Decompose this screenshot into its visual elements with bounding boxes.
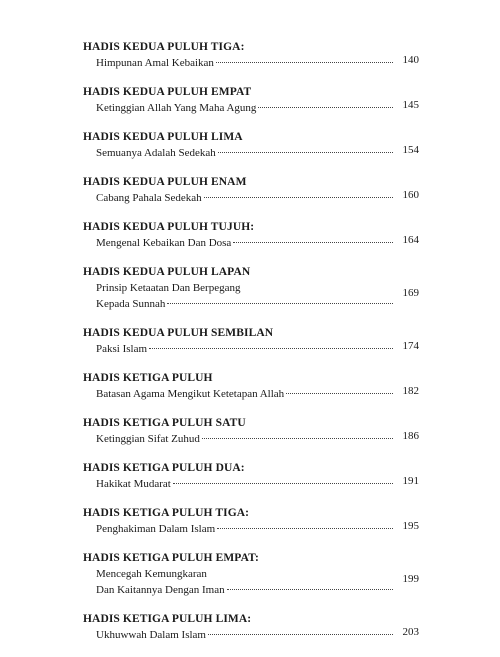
- entry-subtitle-line: [96, 145, 393, 161]
- dot-leader: [173, 483, 393, 484]
- page-number: 174: [402, 340, 419, 352]
- entry-title: HADIS KETIGA PULUH TIGA:: [83, 507, 250, 519]
- entry-subtitle-line: [96, 627, 393, 643]
- entry-title: HADIS KEDUA PULUH TUJUH:: [83, 221, 255, 233]
- entry-subtitle-line: [96, 582, 393, 598]
- dot-leader: [227, 589, 393, 590]
- entry-subtitle-line: [96, 431, 393, 447]
- toc-entry[interactable]: [83, 506, 419, 537]
- entry-subtitle-line: [96, 55, 393, 71]
- page-number: 164: [402, 234, 419, 246]
- entry-subtitle: [83, 386, 419, 402]
- entry-title: HADIS KEDUA PULUH LAPAN: [83, 266, 251, 278]
- toc-entry[interactable]: [83, 220, 419, 251]
- page-number: 182: [402, 385, 419, 397]
- entry-subtitle-line: [96, 100, 393, 116]
- entry-subtitle-line: [96, 235, 393, 251]
- dot-leader: [149, 348, 393, 349]
- entry-title: HADIS KETIGA PULUH DUA:: [83, 462, 245, 474]
- entry-subtitle: [83, 566, 419, 598]
- dot-leader: [202, 438, 393, 439]
- entry-subtitle: [83, 476, 419, 492]
- entry-title: HADIS KETIGA PULUH: [83, 372, 213, 384]
- toc-entry[interactable]: [83, 175, 419, 206]
- entry-title: HADIS KEDUA PULUH ENAM: [83, 176, 247, 188]
- entry-subtitle-text: Cabang Pahala Sedekah: [96, 192, 202, 204]
- toc-entry[interactable]: [83, 85, 419, 116]
- entry-subtitle-text: Ketinggian Allah Yang Maha Agung: [96, 102, 257, 114]
- entry-title: HADIS KEDUA PULUH EMPAT: [83, 86, 252, 98]
- entry-subtitle-line: [96, 341, 393, 357]
- toc-entry[interactable]: [83, 612, 419, 643]
- page-number: 199: [402, 573, 419, 585]
- dot-leader: [216, 62, 393, 63]
- entry-subtitle: [83, 100, 419, 116]
- toc-entry[interactable]: [83, 551, 419, 598]
- page-number: 191: [402, 475, 419, 487]
- dot-leader: [217, 528, 393, 529]
- dot-leader: [258, 107, 393, 108]
- entry-subtitle-text: Penghakiman Dalam Islam: [96, 523, 216, 535]
- entry-subtitle-line: [96, 190, 393, 206]
- entry-subtitle-text: Mengenal Kebaikan Dan Dosa: [96, 237, 232, 249]
- toc-entry[interactable]: [83, 371, 419, 402]
- entry-subtitle-text: Kepada Sunnah: [96, 298, 166, 310]
- entry-subtitle-line: [96, 386, 393, 402]
- dot-leader: [208, 634, 393, 635]
- entry-subtitle-text: Batasan Agama Mengikut Ketetapan Allah: [96, 388, 285, 400]
- entry-subtitle: [83, 145, 419, 161]
- entry-subtitle-text: Himpunan Amal Kebaikan: [96, 57, 214, 69]
- entry-subtitle-text: Prinsip Ketaatan Dan Berpegang: [96, 282, 241, 294]
- toc-entry[interactable]: [83, 416, 419, 447]
- dot-leader: [286, 393, 393, 394]
- page-number: 203: [402, 626, 419, 638]
- dot-leader: [218, 152, 393, 153]
- entry-title: HADIS KEDUA PULUH LIMA: [83, 131, 243, 143]
- dot-leader: [167, 303, 393, 304]
- table-of-contents: [83, 40, 419, 657]
- entry-subtitle: [83, 341, 419, 357]
- page-number: 169: [402, 287, 419, 299]
- entry-subtitle-line: [96, 521, 393, 537]
- entry-subtitle: [83, 55, 419, 71]
- entry-title: HADIS KEDUA PULUH TIGA:: [83, 41, 245, 53]
- entry-subtitle: [83, 431, 419, 447]
- page-number: 154: [402, 144, 419, 156]
- entry-subtitle-text: Dan Kaitannya Dengan Iman: [96, 584, 225, 596]
- entry-subtitle-line: [96, 296, 393, 312]
- toc-entry[interactable]: [83, 265, 419, 312]
- entry-title: HADIS KETIGA PULUH EMPAT:: [83, 552, 259, 564]
- entry-subtitle: [83, 280, 419, 312]
- toc-entry[interactable]: [83, 461, 419, 492]
- toc-entry[interactable]: [83, 130, 419, 161]
- entry-subtitle-text: Ukhuwwah Dalam Islam: [96, 629, 206, 641]
- page-number: 140: [402, 54, 419, 66]
- entry-subtitle: [83, 627, 419, 643]
- page-number: 186: [402, 430, 419, 442]
- toc-entry[interactable]: [83, 326, 419, 357]
- dot-leader: [233, 242, 393, 243]
- entry-subtitle-line: [96, 476, 393, 492]
- entry-title: HADIS KETIGA PULUH LIMA:: [83, 613, 252, 625]
- entry-subtitle-text: Hakikat Mudarat: [96, 478, 171, 490]
- page-number: 145: [402, 99, 419, 111]
- dot-leader: [204, 197, 393, 198]
- entry-subtitle-text: Paksi Islam: [96, 343, 148, 355]
- entry-subtitle: [83, 235, 419, 251]
- entry-subtitle-text: Ketinggian Sifat Zuhud: [96, 433, 200, 445]
- entry-subtitle: [83, 190, 419, 206]
- entry-subtitle: [83, 521, 419, 537]
- entry-title: HADIS KETIGA PULUH SATU: [83, 417, 246, 429]
- page-number: 195: [402, 520, 419, 532]
- entry-subtitle-text: Mencegah Kemungkaran: [96, 568, 207, 580]
- page-number: 160: [402, 189, 419, 201]
- entry-subtitle-text: Semuanya Adalah Sedekah: [96, 147, 216, 159]
- toc-entry[interactable]: [83, 40, 419, 71]
- entry-title: HADIS KEDUA PULUH SEMBILAN: [83, 327, 274, 339]
